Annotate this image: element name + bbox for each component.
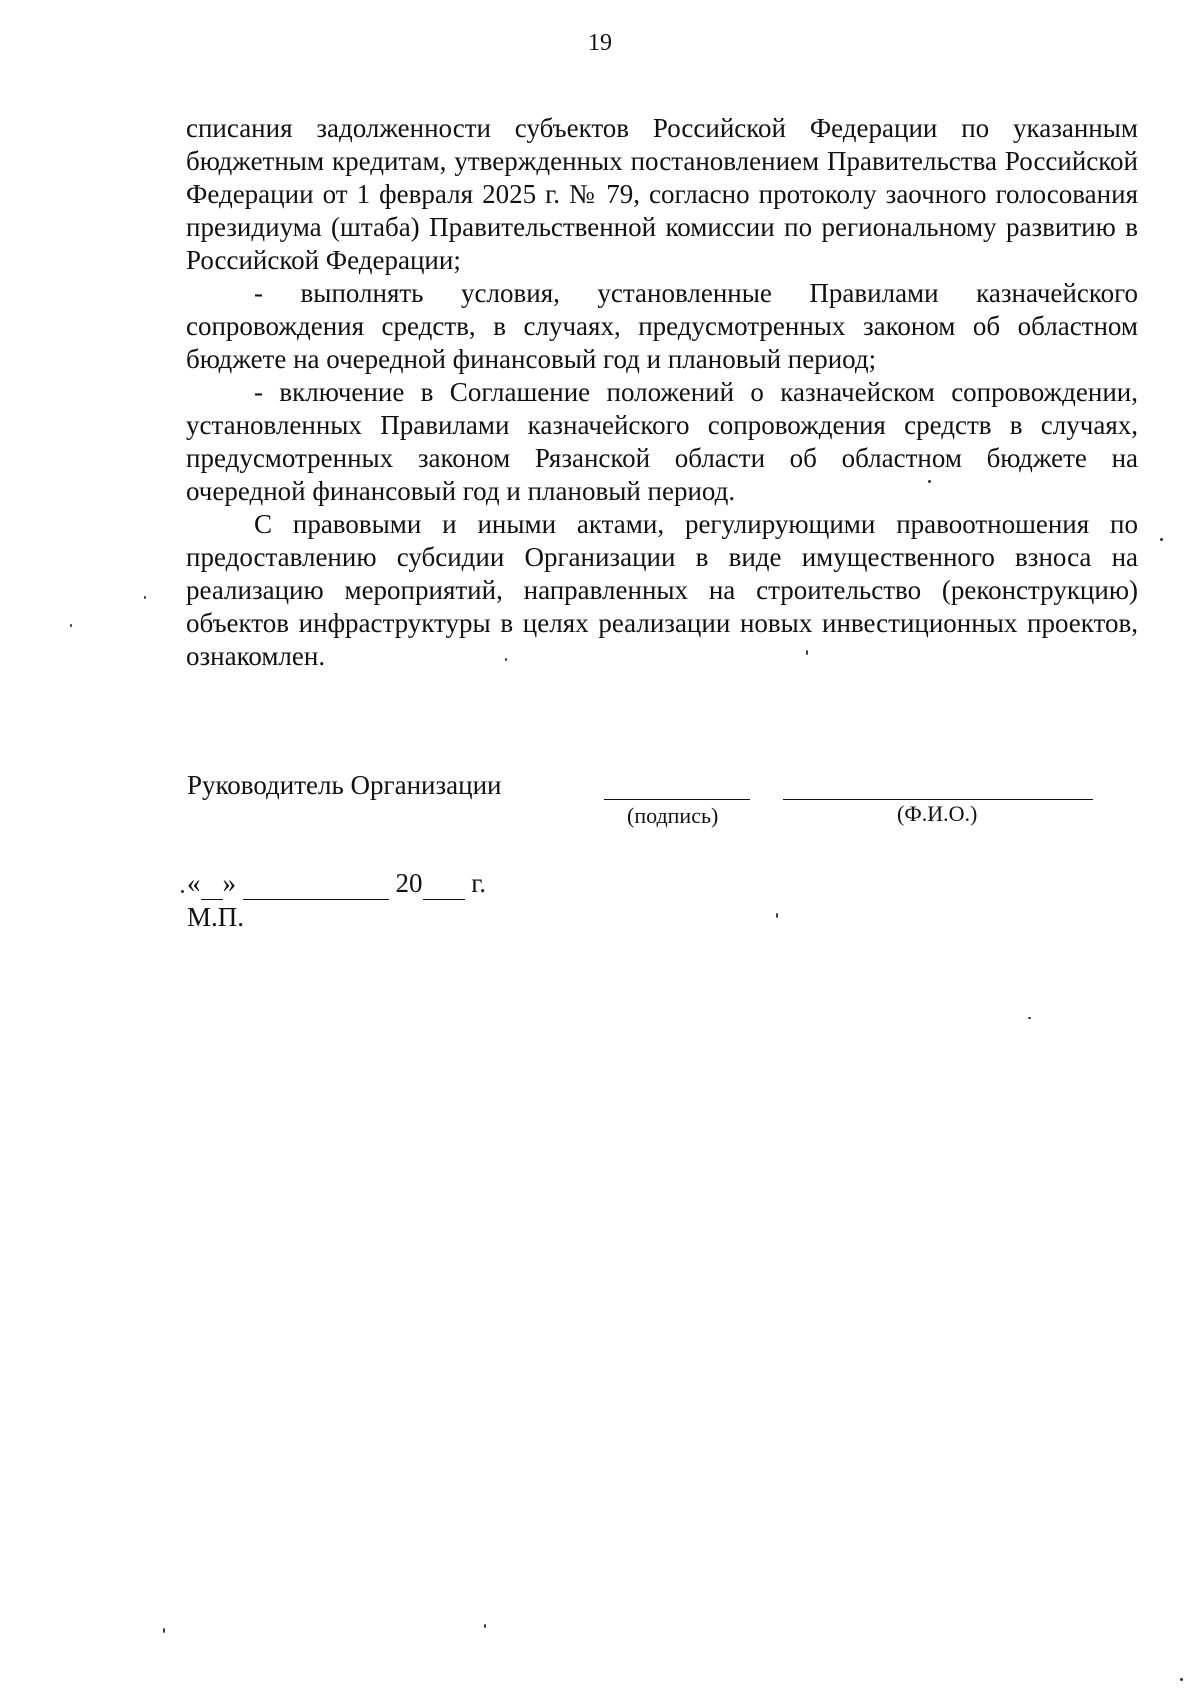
- document-body: [186, 112, 1138, 673]
- paragraph-agreement-provisions: - включение в Соглашение положений о казначейском сопровождении, установленных Правилами казначейского сопровождения средств в случаях, предусмотренных законом Рязанской области об областном бюджете на очередной финансовый год и плановый период.: [186, 377, 1138, 506]
- signature-caption: (подпись): [627, 803, 719, 828]
- year-suffix: г.: [471, 868, 487, 898]
- year-prefix: 20: [395, 868, 423, 898]
- scan-speck: [928, 480, 931, 483]
- date-field: [187, 868, 486, 900]
- paragraph-continuation: списания задолженности субъектов Российской Федерации по указанным бюджетным кредитам, утвержденных постановлением Правительства Российской Федерации от 1 февраля 2025 г. № 79, согласно протоколу заочного голосования президиума (штаба) Правительственной комиссии по региональному развитию в Российской Федерации;: [186, 113, 1138, 275]
- date-open-quote: «: [187, 868, 201, 898]
- scan-speck: [505, 658, 507, 661]
- month-blank: [243, 868, 389, 900]
- scan-speck: [1180, 1678, 1183, 1681]
- scan-speck: [1160, 538, 1163, 541]
- signatory-title: Руководитель Организации: [187, 770, 502, 800]
- year-blank: [423, 868, 465, 900]
- scan-speck: [484, 1624, 486, 1628]
- scan-speck: [144, 596, 146, 599]
- day-blank: [201, 868, 223, 900]
- signature-line: [604, 799, 750, 800]
- scan-speck: [776, 913, 778, 918]
- full-name-caption: (Ф.И.О.): [897, 801, 978, 826]
- scan-speck: [1028, 1017, 1031, 1019]
- full-name-line: [783, 799, 1093, 800]
- paragraph-acknowledgement: С правовыми и иными актами, регулирующими правоотношения по предоставлению субсидии Организации в виде имущественного взноса на реализацию мероприятий, направленных на строительство (реконструкцию) объектов инфраструктуры в целях реализации новых инвестиционных проектов, ознакомлен.: [186, 509, 1138, 671]
- scan-speck: [70, 624, 72, 627]
- date-close-quote: »: [222, 868, 236, 898]
- page-number: 19: [588, 30, 612, 56]
- scan-speck: [181, 890, 184, 893]
- scan-speck: [163, 1628, 165, 1633]
- stamp-place-label: М.П.: [187, 902, 245, 932]
- paragraph-treasury-conditions: - выполнять условия, установленные Правилами казначейского сопровождения средств, в случаях, предусмотренных законом об областном бюджете на очередной финансовый год и плановый период;: [186, 278, 1138, 374]
- scan-speck: [806, 650, 808, 655]
